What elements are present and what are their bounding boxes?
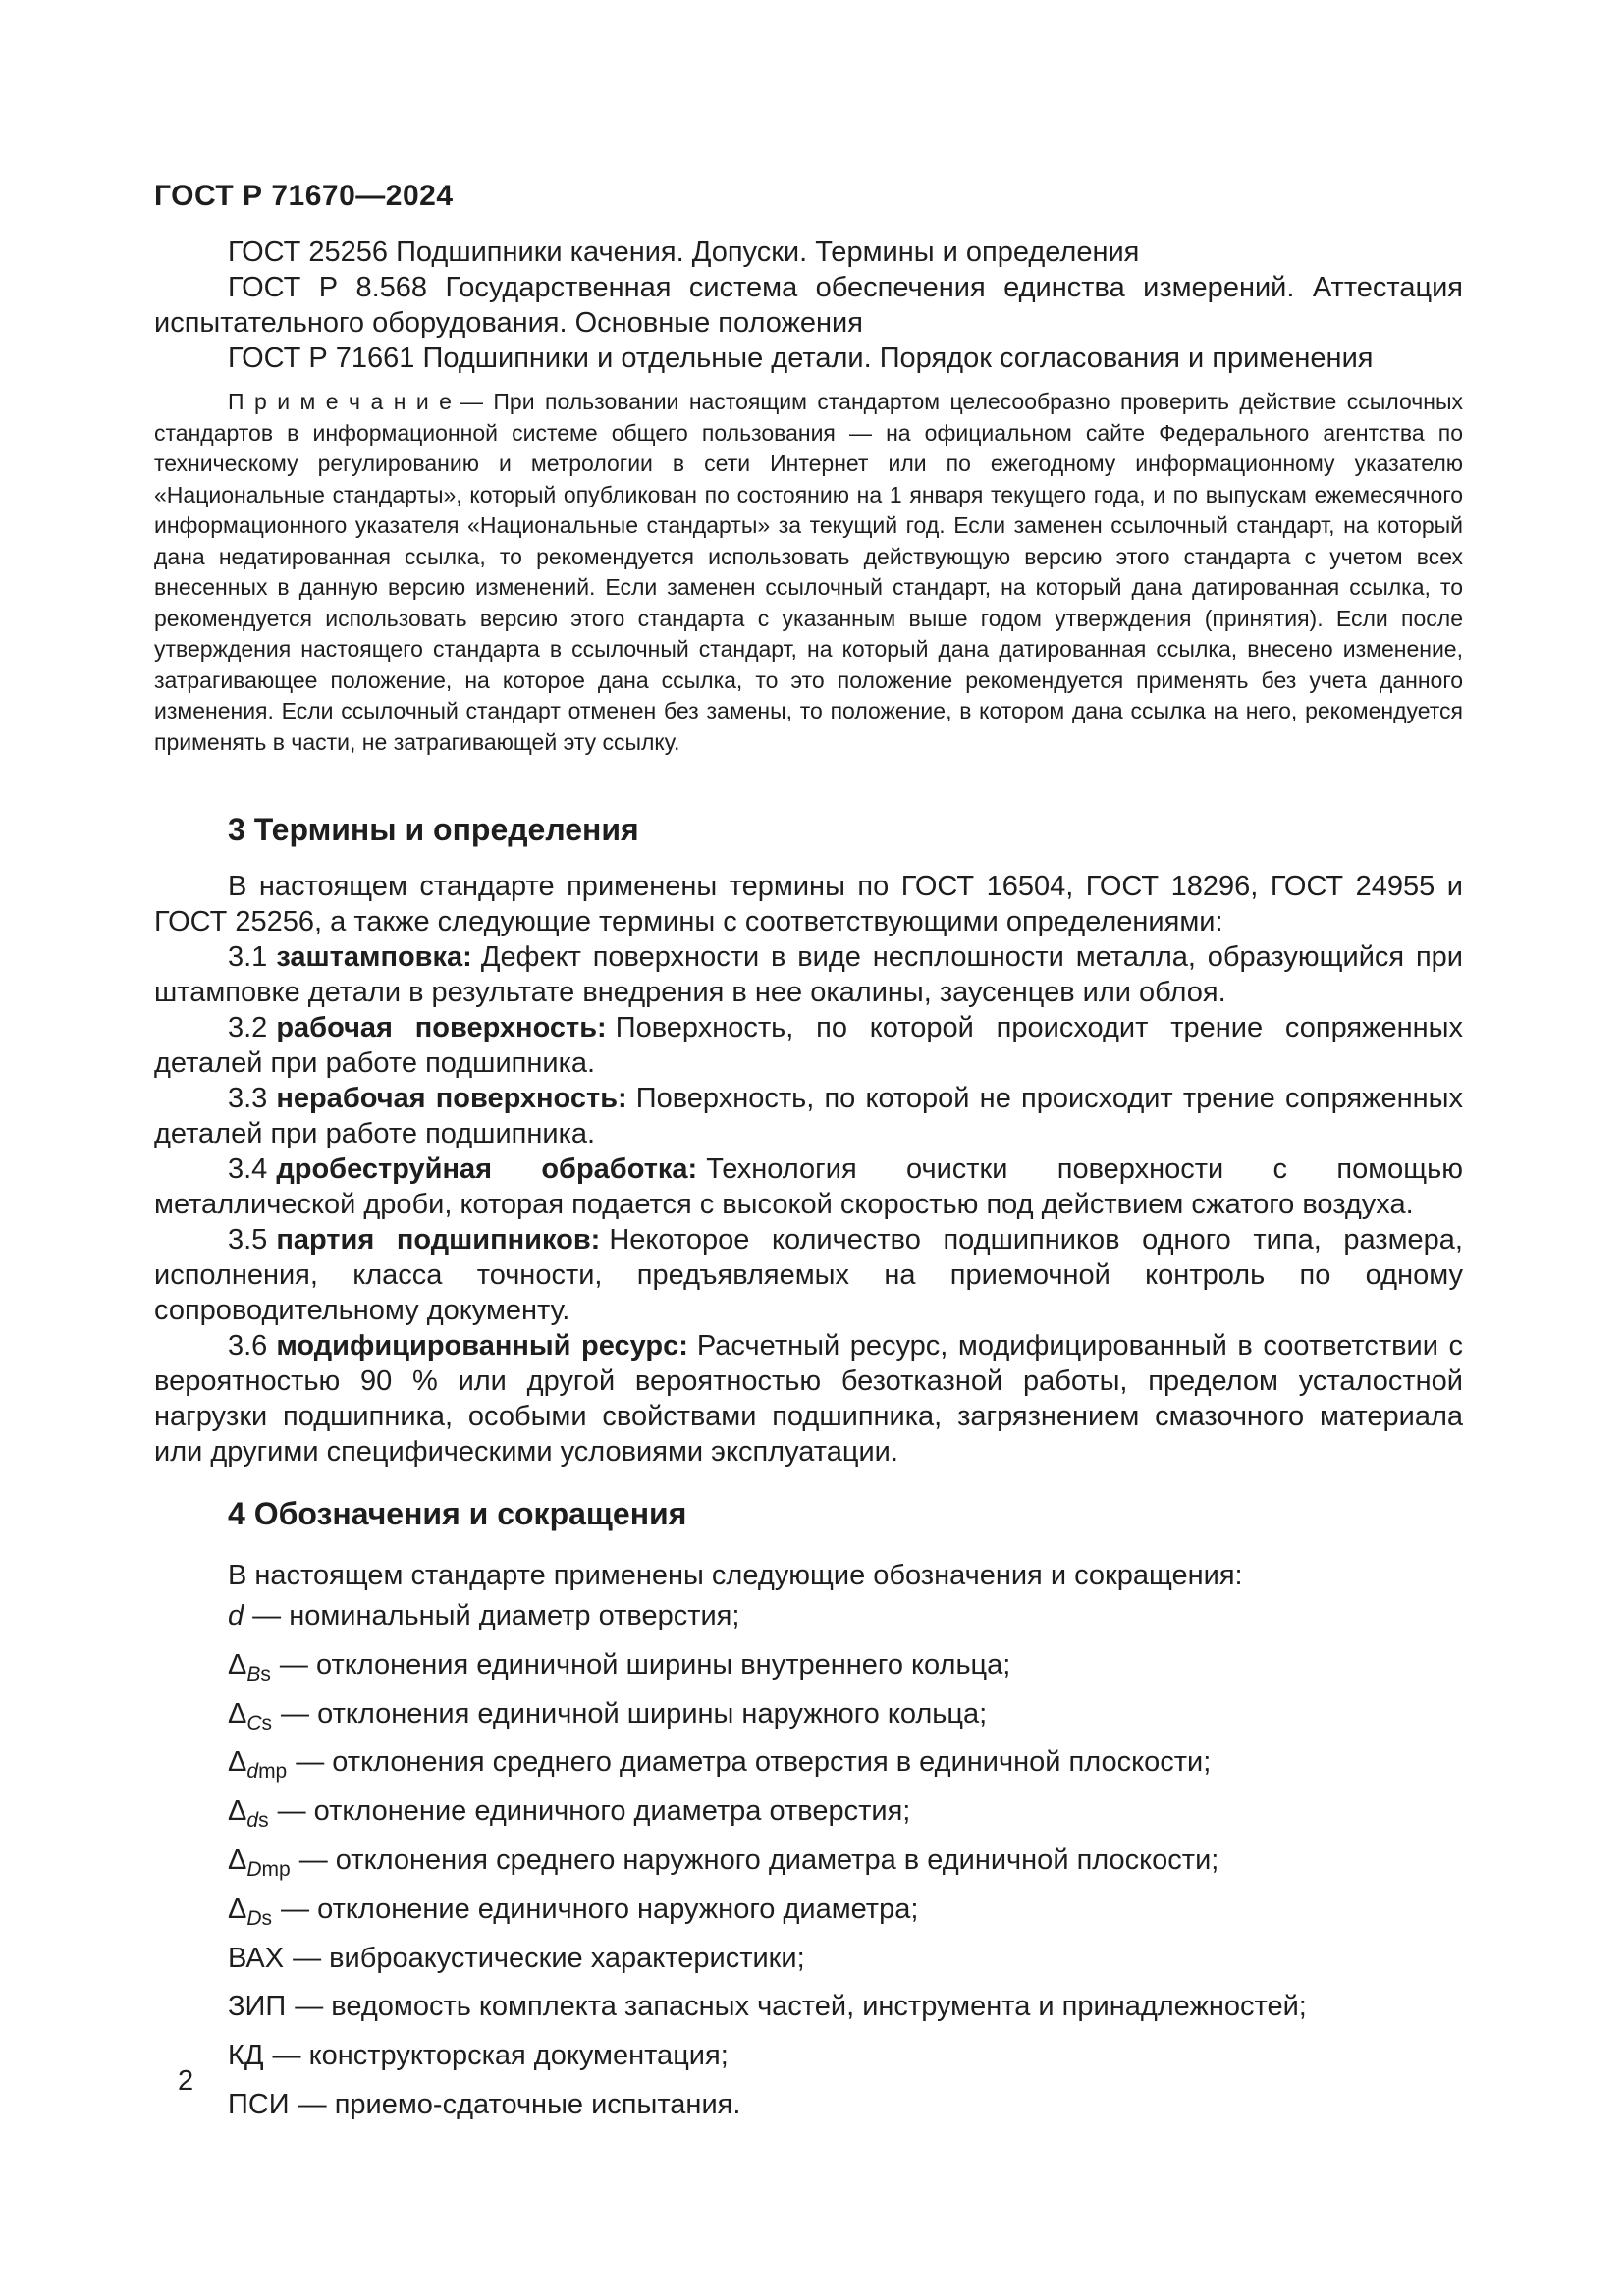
- section-4-intro: В настоящем стандарте применены следующие обозначения и сокращения:: [228, 1560, 1243, 1591]
- term-name: модифицированный ресурс:: [276, 1330, 688, 1362]
- term-number: 3.4: [228, 1153, 268, 1185]
- symbol-description: — отклонение единичного диаметра отверстия;: [277, 1795, 911, 1828]
- symbol-description: — отклонения среднего диаметра отверстия в единичной плоскости;: [296, 1746, 1212, 1779]
- delta-symbol: Δ: [228, 1843, 247, 1876]
- symbol-description: — отклонения единичной ширины внутреннего кольца;: [279, 1648, 1011, 1681]
- symbol-description: — приемо-сдаточные испытания.: [298, 2088, 741, 2120]
- symbol-row: [154, 2085, 1463, 2134]
- term-text: Дефект поверхности в виде несплошности металла, образующийся при штамповке детали в результате внедрения в нее окалины, заусенцев или облоя.: [154, 941, 1463, 1008]
- term-name: заштамповка:: [276, 941, 472, 973]
- abbreviation: ВАХ: [228, 1942, 285, 1974]
- symbol-description: — отклонения среднего наружного диаметра в единичной плоскости;: [298, 1843, 1219, 1876]
- delta-symbol: Δ: [228, 1746, 247, 1779]
- term-text: Некоторое количество подшипников одного типа, размера, исполнения, класса точности, предъявляемых на приемочной контроль по одному сопроводительному документу.: [154, 1224, 1463, 1326]
- symbol-subscript: dmp: [246, 1760, 288, 1784]
- note-text: — При пользовании настоящим стандартом целесообразно проверить действие ссылочных стандартов в информационной системе общего пользования — на официальном сайте Федерального агентства по техническому регулированию и метрологии в сети Интернет или по ежегодному информационному указателю «Национальные стандарты», который опубликован по состоянию на 1 января текущего года, и по выпускам ежемесячного информационного указателя «Национальные стандарты» за текущий год. Если заменен ссылочный стандарт, на который дана недатированная ссылка, то рекомендуется использовать действующую версию этого стандарта с учетом всех внесенных в данную версию изменений. Если заменен ссылочный стандарт, на который дана датированная ссылка, то рекомендуется использовать версию этого стандарта с указанным выше годом утверждения (принятия). Если после утверждения настоящего стандарта в ссылочный стандарт, на который дана датированная ссылка, внесено изменение, затрагивающее положение, на которое дана ссылка, то это положение рекомендуется применять без учета данного изменения. Если ссылочный стандарт отменен без замены, то положение, в котором дана ссылка на него, рекомендуется применять в части, не затрагивающей эту ссылку.: [154, 389, 1463, 755]
- symbol-row: [154, 2036, 1463, 2085]
- symbol-subscript: Bs: [246, 1662, 271, 1685]
- symbol-row: [154, 1890, 1463, 1939]
- term-definition: [154, 1081, 1463, 1151]
- reference-item: ГОСТ 25256 Подшипники качения. Допуски. Термины и определения: [228, 237, 1140, 268]
- note-paragraph: [154, 387, 1463, 758]
- symbol-row: [154, 1742, 1463, 1791]
- section-4-title: 4 Обозначения и сокращения: [228, 1496, 687, 1531]
- delta-symbol: Δ: [228, 1697, 247, 1730]
- term-number: 3.5: [228, 1224, 268, 1255]
- term-number: 3.1: [228, 941, 268, 973]
- symbol-description: — виброакустические характеристики;: [293, 1942, 805, 1974]
- symbol-description: — конструкторская документация;: [272, 2040, 729, 2072]
- reference-item: ГОСТ Р 71661 Подшипники и отдельные детали. Порядок согласования и применения: [228, 343, 1374, 374]
- symbol-row: [154, 1596, 1463, 1645]
- delta-symbol: Δ: [228, 1893, 247, 1925]
- term-text: Поверхность, по которой происходит трение сопряженных деталей при работе подшипника.: [154, 1012, 1463, 1079]
- delta-symbol: Δ: [228, 1648, 247, 1681]
- doc-number: ГОСТ Р 71670—2024: [154, 180, 454, 212]
- symbol-description: — номинальный диаметр отверстия;: [252, 1600, 740, 1631]
- term-definition: [154, 1328, 1463, 1469]
- abbreviation: ПСИ: [228, 2088, 290, 2120]
- symbol-description: — отклонение единичного наружного диаметра;: [281, 1893, 919, 1925]
- symbol-subscript: Cs: [246, 1711, 273, 1735]
- term-number: 3.6: [228, 1330, 268, 1362]
- symbol-subscript: ds: [246, 1808, 269, 1832]
- term-definition: [154, 1222, 1463, 1328]
- symbol-row: [154, 1987, 1463, 2036]
- term-name: нерабочая поверхность:: [276, 1083, 627, 1114]
- abbreviation: ЗИП: [228, 1991, 287, 2023]
- symbol-letter: d: [228, 1600, 244, 1631]
- section-3-intro: В настоящем стандарте применены термины по ГОСТ 16504, ГОСТ 18296, ГОСТ 24955 и ГОСТ 25256, а также следующие термины с соответствующими определениями:: [154, 871, 1463, 937]
- term-text: Технология очистки поверхности с помощью металлической дроби, которая подается с высокой скоростью под действием сжатого воздуха.: [154, 1153, 1463, 1220]
- term-text: Поверхность, по которой не происходит трение сопряженных деталей при работе подшипника.: [154, 1083, 1464, 1149]
- symbol-row: [154, 1939, 1463, 1988]
- page-number: 2: [178, 2065, 194, 2097]
- symbol-description: — ведомость комплекта запасных частей, инструмента и принадлежностей;: [295, 1991, 1307, 2023]
- symbol-row: [154, 1645, 1463, 1694]
- symbol-subscript: Ds: [246, 1906, 273, 1930]
- term-definition: [154, 1151, 1463, 1222]
- note-label: П р и м е ч а н и е: [228, 389, 452, 414]
- section-3-title: 3 Термины и определения: [228, 812, 639, 847]
- references-block: [154, 235, 1463, 376]
- symbol-row: [154, 1841, 1463, 1890]
- term-name: рабочая поверхность:: [276, 1012, 607, 1043]
- term-name: партия подшипников:: [276, 1224, 601, 1255]
- symbol-row: [154, 1694, 1463, 1743]
- term-name: дробеструйная обработка:: [276, 1153, 698, 1185]
- delta-symbol: Δ: [228, 1795, 247, 1828]
- symbol-subscript: Dmp: [246, 1857, 291, 1881]
- section-3-body: [154, 869, 1463, 1469]
- symbol-row: [154, 1791, 1463, 1841]
- term-number: 3.2: [228, 1012, 268, 1043]
- reference-item: ГОСТ Р 8.568 Государственная система обеспечения единства измерений. Аттестация испытательного оборудования. Основные положения: [154, 272, 1463, 339]
- term-definition: [154, 1010, 1463, 1081]
- term-text: Расчетный ресурс, модифицированный в соответствии с вероятностью 90 % или другой вероятностью безотказной работы, пределом усталостной нагрузки подшипника, особыми свойствами подшипника, загрязнением смазочного материала или другими специфическими условиями эксплуатации.: [154, 1330, 1463, 1468]
- abbreviation: КД: [228, 2040, 264, 2072]
- symbol-description: — отклонения единичной ширины наружного кольца;: [281, 1697, 988, 1730]
- term-number: 3.3: [228, 1083, 268, 1114]
- section-4-body: [154, 1556, 1463, 2134]
- term-definition: [154, 939, 1463, 1010]
